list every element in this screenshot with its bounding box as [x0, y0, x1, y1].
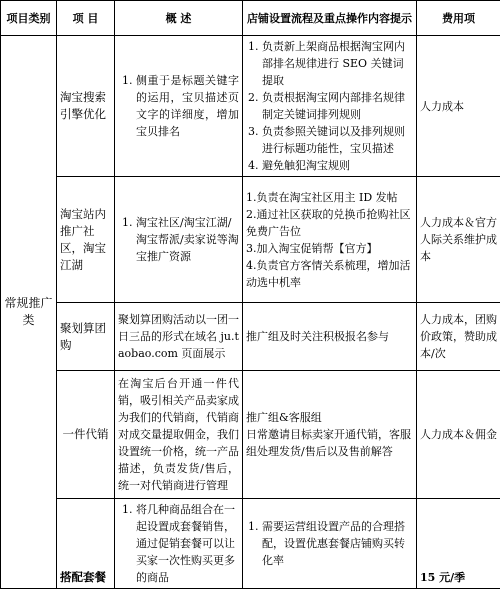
item-name: 一件代销 — [57, 371, 115, 499]
step-line: 4. 避免触犯淘宝规则 — [262, 157, 413, 174]
item-steps — [243, 499, 417, 589]
item-summary — [115, 36, 243, 177]
header-item: 项 目 — [57, 1, 115, 36]
step-line: 1. 需要运营组设置产品的合理搭配，设置优惠套餐店铺购买转化率 — [262, 518, 413, 569]
summary-line: 1. 淘宝社区/淘宝江湖/淘宝帮派/卖家说等淘宝推广资源 — [136, 214, 239, 265]
category-cell: 常规推广类 — [1, 36, 57, 589]
step-line: 3.加入淘宝促销帮【官方】 — [246, 240, 413, 257]
summary-line: 1. 侧重于是标题关键字的运用，宝贝描述页文字的详细度，增加宝贝排名 — [136, 72, 239, 140]
table-row — [1, 177, 500, 303]
item-summary — [115, 499, 243, 589]
table-header-row — [1, 1, 500, 36]
item-steps — [243, 36, 417, 177]
item-name: 搭配套餐 — [57, 499, 115, 589]
item-steps — [243, 177, 417, 303]
item-cost: 人力成本＆官方人际关系维护成本 — [417, 177, 500, 303]
header-cost: 费用项 — [417, 1, 500, 36]
table-row — [1, 371, 500, 499]
step-line: 1. 负责新上架商品根据淘宝网内部排名规律进行 SEO 关键词提取 — [262, 38, 413, 89]
item-cost: 人力成本，团购价政策，赞助成本/次 — [417, 303, 500, 371]
step-line: 推广组&客服组 — [246, 409, 413, 426]
step-line: 1.负责在淘宝社区用主 ID 发帖 — [246, 189, 413, 206]
header-summary: 概 述 — [115, 1, 243, 36]
summary-line: 1. 将几种商品组合在一起设置成套餐销售，通过促销套餐可以让买家一次性购买更多的商品 — [136, 501, 239, 586]
table-row — [1, 36, 500, 177]
item-summary: 在淘宝后台开通一件代销，吸引相关产品卖家成为我们的代销商，代销商对成交量提取佣金，我们设置统一价格，统一产品描述，负责发货/售后，统一对代销商进行管理 — [115, 371, 243, 499]
item-cost: 人力成本 — [417, 36, 500, 177]
item-cost: 15 元/季 — [417, 499, 500, 589]
table-row — [1, 303, 500, 371]
step-line: 4.负责官方客情关系梳理，增加活动选中机率 — [246, 257, 413, 291]
item-name: 聚划算团购 — [57, 303, 115, 371]
header-steps: 店铺设置流程及重点操作内容提示 — [243, 1, 417, 36]
header-category: 项目类别 — [1, 1, 57, 36]
step-line: 2. 负责根据淘宝网内部排名规律制定关键词排列规则 — [262, 89, 413, 123]
table-row — [1, 499, 500, 589]
item-cost: 人力成本＆佣金 — [417, 371, 500, 499]
item-summary — [115, 177, 243, 303]
item-summary: 聚划算团购活动以一团一日三品的形式在域名 ju.taobao.com 页面展示 — [115, 303, 243, 371]
step-line: 日常邀请目标卖家开通代销，客服组处理发货/售后以及售前解答 — [246, 426, 413, 460]
item-steps: 推广组及时关注积极报名参与 — [243, 303, 417, 371]
item-steps — [243, 371, 417, 499]
item-name: 淘宝站内推广社区，淘宝江湖 — [57, 177, 115, 303]
step-line: 3. 负责参照关键词以及排列规则进行标题功能性，宝贝描述 — [262, 123, 413, 157]
item-name: 淘宝搜索引擎优化 — [57, 36, 115, 177]
step-line: 2.通过社区获取的兑换币抢购社区免费广告位 — [246, 206, 413, 240]
